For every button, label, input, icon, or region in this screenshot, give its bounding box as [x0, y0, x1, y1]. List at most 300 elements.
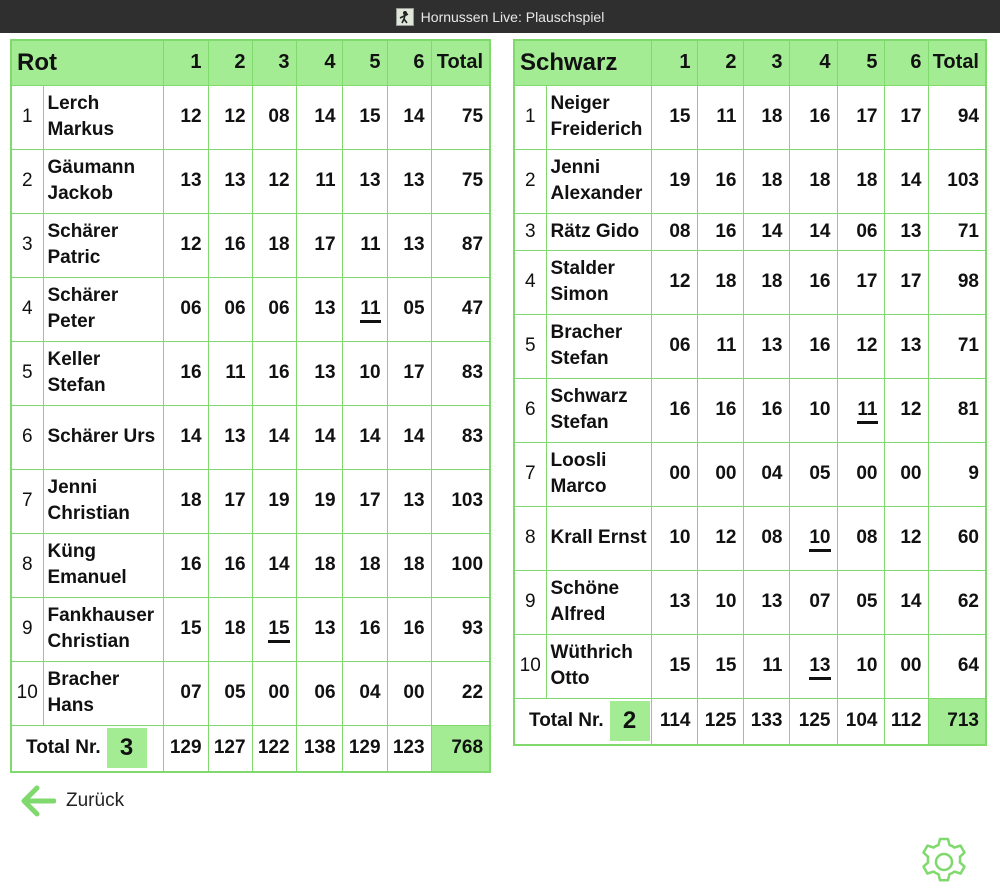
score-value: 18: [856, 170, 878, 191]
player-row: [11, 213, 490, 277]
score-value: 17: [403, 362, 425, 383]
score-value: 15: [669, 655, 691, 676]
score-cell: [252, 85, 296, 149]
round-header: 2: [208, 40, 252, 85]
score-cell: [743, 634, 789, 698]
score-cell: [208, 149, 252, 213]
round-header: 4: [296, 40, 342, 85]
round-header: 1: [651, 40, 697, 85]
score-cell: [837, 314, 884, 378]
score-value: 12: [900, 527, 922, 548]
player-row: [11, 277, 490, 341]
score-value: 00: [669, 463, 691, 484]
player-name: Schwarz Stefan: [546, 378, 651, 442]
score-cell: [651, 506, 697, 570]
back-button[interactable]: [20, 784, 124, 818]
player-number: 4: [11, 277, 43, 341]
score-value: 19: [268, 490, 290, 511]
score-value: 16: [809, 271, 831, 292]
player-number: 10: [11, 661, 43, 725]
score-cell: [789, 213, 837, 250]
score-cell: [252, 341, 296, 405]
player-total: 64: [928, 634, 986, 698]
player-total: 93: [431, 597, 490, 661]
total-nr-cell: [514, 698, 651, 745]
score-cell: [342, 341, 387, 405]
score-value: 06: [268, 298, 290, 319]
player-total: 47: [431, 277, 490, 341]
score-value: 17: [900, 271, 922, 292]
score-value: 13: [180, 170, 202, 191]
score-value: 13: [224, 426, 246, 447]
score-cell: [697, 634, 743, 698]
score-cell: [789, 506, 837, 570]
score-value: 13: [403, 170, 425, 191]
player-row: [514, 314, 986, 378]
score-cell: [697, 570, 743, 634]
score-cell: [789, 85, 837, 149]
player-number: 1: [514, 85, 546, 149]
score-value: 07: [180, 682, 202, 703]
score-value: 06: [314, 682, 336, 703]
score-cell: [837, 250, 884, 314]
player-row: [514, 570, 986, 634]
player-name: Jenni Alexander: [546, 149, 651, 213]
score-value: 17: [224, 490, 246, 511]
score-value: 10: [359, 362, 381, 383]
score-cell: [651, 570, 697, 634]
score-cell: [743, 85, 789, 149]
player-name: Lerch Markus: [43, 85, 163, 149]
score-cell: [296, 277, 342, 341]
player-total: 83: [431, 341, 490, 405]
score-cell: [884, 85, 928, 149]
round-total: 104: [837, 698, 884, 745]
score-value: 16: [180, 362, 202, 383]
player-number: 9: [11, 597, 43, 661]
player-number: 6: [514, 378, 546, 442]
player-total: 75: [431, 149, 490, 213]
score-cell: [789, 149, 837, 213]
score-value: 12: [224, 106, 246, 127]
back-label: Zurück: [66, 790, 125, 811]
score-cell: [296, 405, 342, 469]
header-row: [11, 40, 490, 85]
score-value: 04: [761, 463, 783, 484]
score-cell: [651, 213, 697, 250]
score-value: 11: [716, 335, 737, 356]
score-cell: [789, 442, 837, 506]
player-name: Fankhauser Christian: [43, 597, 163, 661]
round-total: 125: [789, 698, 837, 745]
team-name: Rot: [11, 40, 163, 85]
total-nr-label: Total Nr.: [26, 737, 101, 759]
score-cell: [743, 149, 789, 213]
score-cell: [837, 378, 884, 442]
player-row: [514, 85, 986, 149]
round-total: 127: [208, 725, 252, 772]
score-value: 13: [669, 591, 691, 612]
score-cell: [789, 314, 837, 378]
player-number: 5: [11, 341, 43, 405]
player-name: Wüthrich Otto: [546, 634, 651, 698]
score-value: 16: [268, 362, 290, 383]
score-value: 17: [359, 490, 381, 511]
score-value: 08: [761, 527, 783, 548]
score-value: 04: [359, 682, 381, 703]
score-value: 15: [669, 106, 691, 127]
score-cell: [342, 277, 387, 341]
score-cell: [884, 634, 928, 698]
score-value: 12: [715, 527, 737, 548]
score-value: 18: [359, 554, 381, 575]
score-value: 13: [314, 298, 336, 319]
score-cell: [651, 250, 697, 314]
score-cell: [163, 149, 208, 213]
score-cell: [743, 314, 789, 378]
score-value: 16: [669, 399, 691, 420]
score-value: 16: [715, 220, 737, 242]
score-cell: [163, 213, 208, 277]
player-row: [11, 85, 490, 149]
player-row: [11, 405, 490, 469]
score-cell: [387, 85, 431, 149]
score-value: 18: [761, 170, 783, 191]
player-name: Schärer Urs: [43, 405, 163, 469]
score-cell: [342, 85, 387, 149]
score-value: 16: [809, 335, 831, 356]
total-header: Total: [431, 40, 490, 85]
player-total: 81: [928, 378, 986, 442]
score-cell: [651, 634, 697, 698]
score-value: 00: [900, 655, 922, 676]
score-cell: [208, 533, 252, 597]
score-cell: [387, 661, 431, 725]
score-value: 14: [403, 106, 425, 127]
player-number: 8: [11, 533, 43, 597]
score-value: 06: [224, 298, 246, 319]
score-value: 06: [180, 298, 202, 319]
score-cell: [296, 85, 342, 149]
score-value: 16: [180, 554, 202, 575]
player-name: Neiger Freiderich: [546, 85, 651, 149]
score-value: 14: [900, 170, 922, 191]
score-cell: [387, 405, 431, 469]
score-value: 14: [268, 426, 290, 447]
gear-icon[interactable]: [918, 836, 970, 887]
score-cell: [884, 149, 928, 213]
score-cell: [884, 213, 928, 250]
round-header: 5: [837, 40, 884, 85]
round-header: 4: [789, 40, 837, 85]
score-cell: [651, 314, 697, 378]
score-value: 15: [268, 618, 289, 643]
score-cell: [252, 533, 296, 597]
score-value: 14: [900, 591, 922, 612]
score-value: 12: [180, 234, 202, 255]
score-value: 11: [857, 399, 877, 424]
score-cell: [342, 213, 387, 277]
player-number: 10: [514, 634, 546, 698]
score-value: 16: [809, 106, 831, 127]
score-value: 00: [856, 463, 878, 484]
score-cell: [208, 469, 252, 533]
score-cell: [651, 149, 697, 213]
player-total: 103: [431, 469, 490, 533]
score-cell: [789, 634, 837, 698]
score-cell: [163, 661, 208, 725]
player-name: Rätz Gido: [546, 213, 651, 250]
score-value: 12: [856, 335, 878, 356]
score-cell: [296, 213, 342, 277]
score-value: 13: [900, 335, 922, 356]
score-cell: [208, 85, 252, 149]
player-total: 9: [928, 442, 986, 506]
player-name: Loosli Marco: [546, 442, 651, 506]
score-value: 18: [180, 490, 202, 511]
score-cell: [252, 149, 296, 213]
score-cell: [837, 570, 884, 634]
player-number: 9: [514, 570, 546, 634]
score-value: 12: [180, 106, 202, 127]
score-value: 14: [359, 426, 381, 447]
score-value: 13: [224, 170, 246, 191]
score-cell: [743, 506, 789, 570]
score-value: 11: [762, 655, 783, 676]
score-value: 18: [403, 554, 425, 575]
player-number: 5: [514, 314, 546, 378]
total-nr-cell: [11, 725, 163, 772]
score-cell: [208, 661, 252, 725]
round-total: 122: [252, 725, 296, 772]
player-name: Schärer Patric: [43, 213, 163, 277]
score-value: 00: [900, 463, 922, 484]
score-cell: [884, 250, 928, 314]
score-value: 18: [809, 170, 831, 191]
player-name: Keller Stefan: [43, 341, 163, 405]
round-header: 3: [743, 40, 789, 85]
player-row: [514, 250, 986, 314]
score-cell: [387, 149, 431, 213]
score-value: 05: [856, 591, 878, 612]
score-cell: [208, 341, 252, 405]
player-total: 60: [928, 506, 986, 570]
round-header: 6: [387, 40, 431, 85]
score-value: 18: [761, 106, 783, 127]
score-value: 15: [180, 618, 202, 639]
player-row: [514, 634, 986, 698]
score-cell: [387, 597, 431, 661]
player-total: 83: [431, 405, 490, 469]
score-cell: [252, 277, 296, 341]
score-value: 10: [856, 655, 878, 676]
score-value: 08: [268, 106, 290, 127]
score-cell: [296, 341, 342, 405]
score-value: 18: [715, 271, 737, 292]
score-cell: [837, 149, 884, 213]
player-name: Bracher Stefan: [546, 314, 651, 378]
score-value: 16: [761, 399, 783, 420]
total-header: Total: [928, 40, 986, 85]
total-row: [11, 725, 490, 772]
score-cell: [743, 213, 789, 250]
team-table-schwarz: [513, 39, 987, 746]
score-cell: [252, 469, 296, 533]
score-cell: [387, 341, 431, 405]
score-value: 14: [180, 426, 202, 447]
score-value: 10: [715, 591, 737, 612]
round-header: 6: [884, 40, 928, 85]
player-number: 3: [514, 213, 546, 250]
score-value: 11: [360, 234, 381, 255]
score-value: 10: [809, 399, 831, 420]
score-cell: [743, 250, 789, 314]
score-value: 13: [900, 220, 922, 242]
score-cell: [296, 597, 342, 661]
score-value: 18: [761, 271, 783, 292]
player-total: 98: [928, 250, 986, 314]
round-total: 123: [387, 725, 431, 772]
score-value: 17: [314, 234, 336, 255]
score-value: 15: [359, 106, 381, 127]
score-cell: [837, 506, 884, 570]
player-name: Bracher Hans: [43, 661, 163, 725]
score-value: 11: [716, 106, 737, 127]
player-name: Krall Ernst: [546, 506, 651, 570]
score-value: 08: [856, 527, 878, 548]
score-value: 06: [856, 220, 878, 242]
score-cell: [697, 149, 743, 213]
score-value: 18: [268, 234, 290, 255]
player-name: Stalder Simon: [546, 250, 651, 314]
score-cell: [387, 277, 431, 341]
score-value: 10: [809, 527, 830, 552]
score-value: 05: [809, 463, 831, 484]
score-value: 13: [314, 362, 336, 383]
score-value: 16: [359, 618, 381, 639]
round-total: 114: [651, 698, 697, 745]
score-value: 16: [715, 170, 737, 191]
score-cell: [837, 85, 884, 149]
score-value: 18: [224, 618, 246, 639]
score-value: 11: [225, 362, 246, 383]
player-row: [514, 378, 986, 442]
score-cell: [163, 341, 208, 405]
round-total: 133: [743, 698, 789, 745]
round-header: 2: [697, 40, 743, 85]
score-value: 19: [314, 490, 336, 511]
score-value: 11: [360, 298, 380, 323]
score-cell: [697, 250, 743, 314]
score-cell: [651, 442, 697, 506]
team-rank-badge: 2: [610, 701, 650, 741]
score-value: 06: [669, 335, 691, 356]
score-cell: [743, 378, 789, 442]
header-row: [514, 40, 986, 85]
score-cell: [208, 277, 252, 341]
score-value: 05: [403, 298, 425, 319]
score-cell: [837, 442, 884, 506]
score-value: 10: [669, 527, 691, 548]
grand-total: 713: [928, 698, 986, 745]
team-name: Schwarz: [514, 40, 651, 85]
score-cell: [697, 314, 743, 378]
player-total: 22: [431, 661, 490, 725]
round-total: 112: [884, 698, 928, 745]
score-cell: [296, 533, 342, 597]
score-value: 14: [809, 220, 831, 242]
score-cell: [252, 597, 296, 661]
total-row: [514, 698, 986, 745]
score-value: 13: [359, 170, 381, 191]
player-number: 3: [11, 213, 43, 277]
score-value: 00: [403, 682, 425, 703]
player-number: 4: [514, 250, 546, 314]
player-name: Küng Emanuel: [43, 533, 163, 597]
score-cell: [252, 213, 296, 277]
player-name: Schärer Peter: [43, 277, 163, 341]
player-number: 8: [514, 506, 546, 570]
score-value: 07: [809, 591, 831, 612]
hornussen-player-icon: [396, 8, 414, 26]
score-cell: [342, 597, 387, 661]
score-value: 11: [315, 170, 336, 191]
player-row: [11, 469, 490, 533]
score-value: 15: [715, 655, 737, 676]
score-value: 16: [715, 399, 737, 420]
score-cell: [789, 378, 837, 442]
score-value: 08: [669, 220, 691, 242]
grand-total: 768: [431, 725, 490, 772]
round-header: 5: [342, 40, 387, 85]
team-table-rot: [10, 39, 491, 773]
score-value: 19: [669, 170, 691, 191]
score-cell: [296, 661, 342, 725]
player-name: Schöne Alfred: [546, 570, 651, 634]
score-cell: [697, 442, 743, 506]
score-value: 05: [224, 682, 246, 703]
score-cell: [163, 469, 208, 533]
round-header: 3: [252, 40, 296, 85]
round-header: 1: [163, 40, 208, 85]
player-total: 87: [431, 213, 490, 277]
score-cell: [163, 597, 208, 661]
player-number: 6: [11, 405, 43, 469]
score-value: 13: [403, 490, 425, 511]
score-cell: [743, 570, 789, 634]
score-cell: [208, 213, 252, 277]
team-rank-badge: 3: [107, 728, 147, 768]
score-value: 13: [761, 591, 783, 612]
score-cell: [342, 661, 387, 725]
player-number: 7: [11, 469, 43, 533]
score-cell: [837, 213, 884, 250]
player-total: 71: [928, 314, 986, 378]
player-total: 71: [928, 213, 986, 250]
score-cell: [789, 570, 837, 634]
score-cell: [697, 506, 743, 570]
score-value: 12: [900, 399, 922, 420]
score-value: 17: [856, 271, 878, 292]
player-total: 103: [928, 149, 986, 213]
score-cell: [884, 506, 928, 570]
score-cell: [884, 442, 928, 506]
score-cell: [697, 378, 743, 442]
player-number: 1: [11, 85, 43, 149]
player-name: Gäumann Jackob: [43, 149, 163, 213]
total-nr-label: Total Nr.: [529, 710, 604, 732]
score-cell: [884, 378, 928, 442]
